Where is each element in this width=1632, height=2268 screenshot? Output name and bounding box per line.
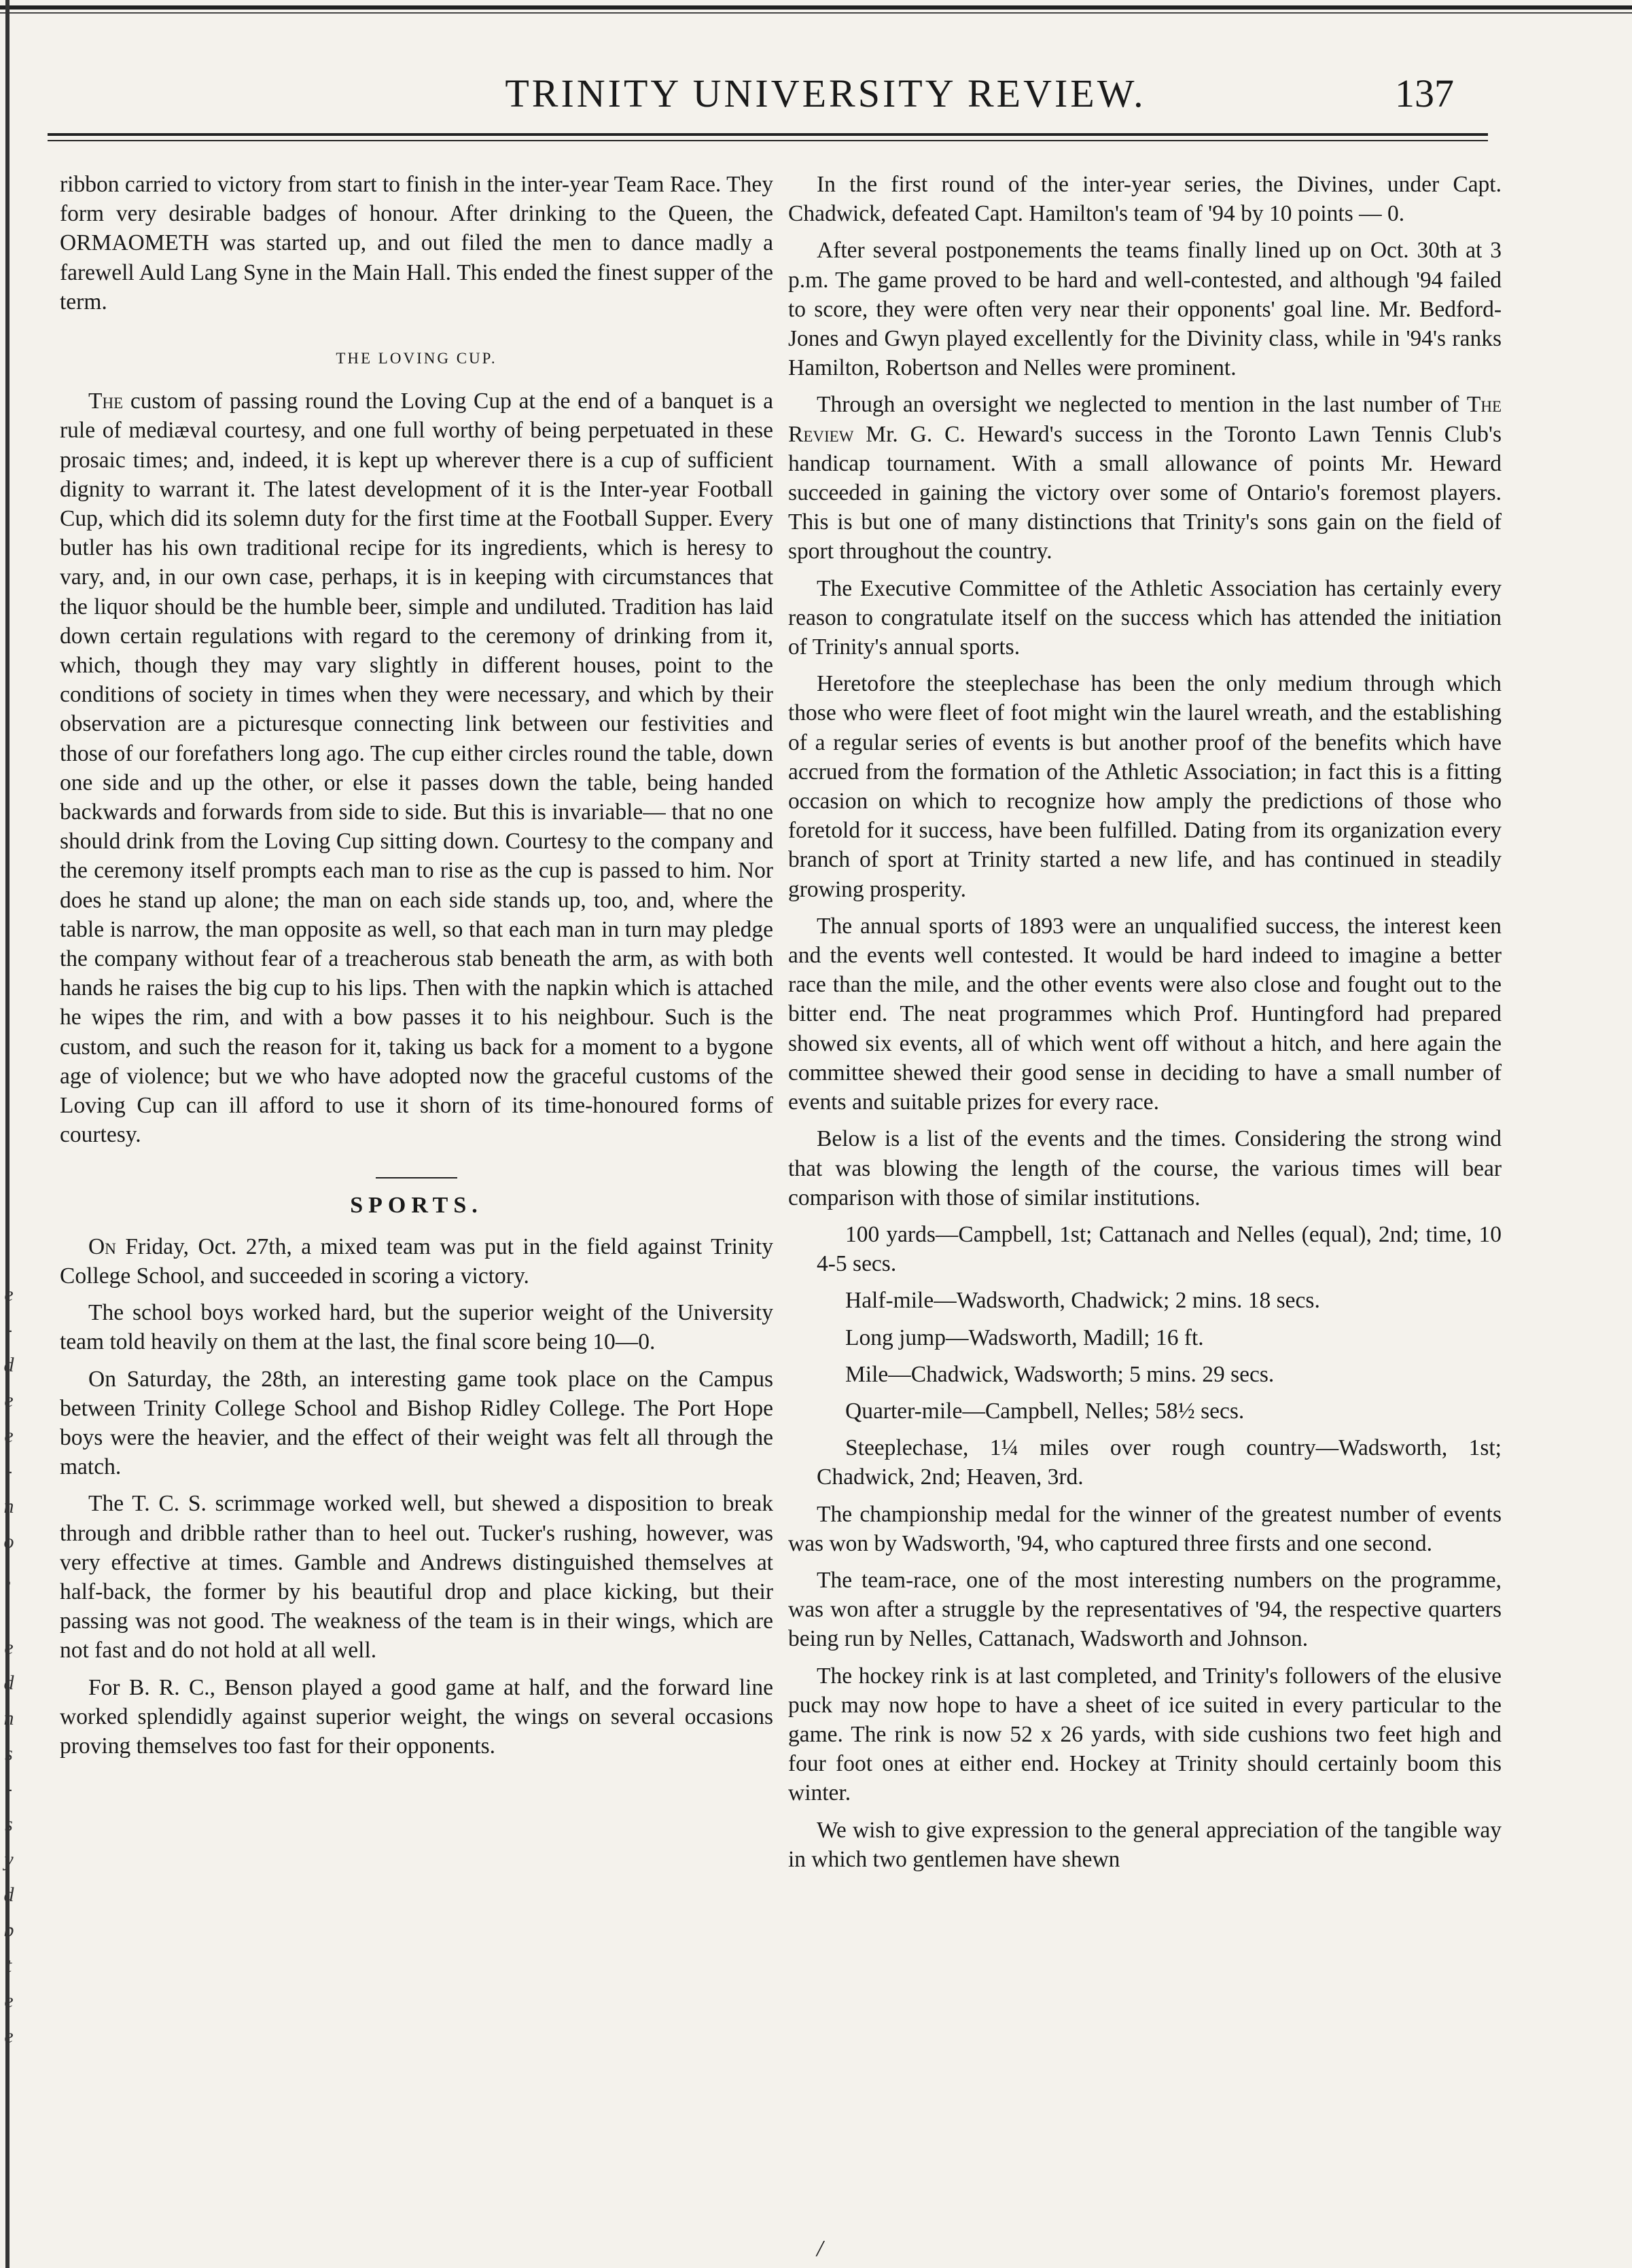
margin-bleed-text	[0, 1277, 18, 2054]
header-rule	[48, 133, 1488, 136]
margin-char: e	[4, 1636, 14, 1659]
margin-char: d	[3, 1884, 14, 1906]
result-item: Half-mile—Wadsworth, Chadwick; 2 mins. 18 secs.	[845, 1288, 1320, 1314]
margin-char: o	[3, 1530, 14, 1553]
margin-char: e	[4, 1283, 14, 1306]
publication-name: The Review	[788, 392, 1502, 447]
paragraph: After several postponements the teams finally lined up on Oct. 30th at 3 p.m. The game proved to be hard and well-contested, and although '94 failed to score, they were often very near their opponents' goal line. Mr. Bedford-Jones and Gwyn played excellently for the Divinity class, while in '94's ranks Hamilton, Robertson and Nelles were prominent.	[788, 238, 1502, 381]
margin-char: -	[5, 1778, 12, 1800]
section-separator	[376, 1177, 457, 1178]
margin-char: e	[4, 2025, 14, 2047]
margin-char: d	[3, 1354, 14, 1376]
margin-char: -	[5, 1318, 12, 1341]
paragraph: On Saturday, the 28th, an interesting game took place on the Campus between Trinity College School and Bishop Ridley College. The Port Hope boys were the heavier, and the effect of their weight was felt all through the match.	[60, 1366, 773, 1480]
margin-char: .	[6, 1601, 12, 1623]
paragraph	[60, 386, 773, 1149]
result-item: Long jump—Wadsworth, Madill; 16 ft.	[845, 1325, 1204, 1350]
paragraph: We wish to give expression to the general appreciation of the tangible way in which two gentlemen have shewn	[788, 1817, 1502, 1872]
margin-char: n	[3, 1495, 14, 1517]
paragraph-text: Through an oversight we neglected to mention in the last number of	[817, 392, 1459, 418]
margin-char: e	[4, 1990, 14, 2012]
lead-word: On	[88, 1234, 116, 1259]
paragraph: The T. C. S. scrimmage worked well, but shewed a disposition to break through and dribble rather than to heel out. Tucker's rushing, however, was very effective at times. Gamble and Andrews distinguished themselves at half-back, the former by his beautiful drop and place kicking, but their passing was not good. The weakness of the team is in their wings, which are not fast and do not hold at all well.	[60, 1491, 773, 1663]
result-item: Quarter-mile—Campbell, Nelles; 58½ secs.	[845, 1398, 1245, 1424]
paragraph: The annual sports of 1893 were an unqualified success, the interest keen and the events well contested. It would be hard indeed to imagine a better race than the mile, and the other events were also close and fought out to the bitter end. The neat programmes which Prof. Huntingford had prepared showed six events, all of which went off without a hitch, and here again the committee shewed their good sense in deciding to have a small number of events and suitable prizes for every race.	[788, 913, 1502, 1115]
margin-char: d	[3, 1672, 14, 1694]
right-column	[788, 170, 1502, 1882]
paragraph	[788, 390, 1502, 566]
paragraph: The championship medal for the winner of the greatest number of events was won by Wadsworth, '94, who captured three firsts and one second.	[788, 1501, 1502, 1556]
left-column	[60, 170, 773, 1768]
paragraph-text: Mr. G. C. Heward's success in the Toronto Lawn Tennis Club's handicap tournament. With a small allowance of points Mr. Heward succeeded in gaining the victory over some of Ontario's foremost players. This is but one of many distinctions that Trinity's sons gain on the field of sport throughout the country.	[788, 421, 1502, 564]
paragraph: The hockey rink is at last completed, and Trinity's followers of the elusive puck may now hope to have a sheet of ice suited in every particular to the game. The rink is now 52 x 26 yards, with side cushions two feet high and four foot ones at either end. Hockey at Trinity should certainly boom this winter.	[788, 1663, 1502, 1806]
margin-char: e	[4, 1389, 14, 1411]
paragraph-text: Friday, Oct. 27th, a mixed team was put in the field against Trinity College School, and succeeded in scoring a victory.	[60, 1234, 773, 1289]
margin-char: s	[5, 1742, 13, 1765]
top-border-thin	[0, 12, 1632, 14]
header-rule-thin	[48, 140, 1488, 141]
page-number: 137	[1395, 71, 1454, 115]
paragraph-text: custom of passing round the Loving Cup at the end of a banquet is a rule of mediæval courtesy, and one full worthy of being perpetuated in these prosaic times; and, indeed, it is kept up wherever there is a cup of sufficient dignity to warrant it. The latest development of it is the Inter-year Football Cup, which did its solemn duty for the first time at the Football Supper. Every butler has his own traditional recipe for its ingredients, which is heresy to vary, and, in our own case, perhaps, it is in keeping with circumstances that the liquor should be the humble beer, simple and undiluted. Tradition has laid down certain regulations with regard to the ceremony of drinking from it, which, though they may vary slightly in different houses, point to the conditions of society in times when they were necessary, and which by their observation are a picturesque connecting link between our festivities and those of our forefathers long ago. The cup either circles round the table, down one side and up the other, or else it passes down the table, being handed backwards and forwards from side to side. But this is invariable— that no one should drink from the Loving Cup sitting down. Courtesy to the company and the ceremony itself prompts each man to rise as the cup is passed to him. Nor does he stand up alone; the man on each side stands up, too, and, where the table is narrow, the man opposite as well, so that each man in turn may pledge the company without fear of a treacherous stab beneath the arm, as with both hands he raises the big cup to his lips. Then with the napkin which is attached he wipes the rim, and with a bow passes it to his neighbour. Such is the custom, and such the reason for it, taking us back for a moment to a bygone age of violence; but we who have adopted now the graceful customs of the Loving Cup can ill afford to use it shorn of its time-honoured forms of courtesy.	[60, 389, 773, 1148]
page-header	[48, 54, 1603, 122]
margin-char: e	[4, 1424, 14, 1447]
paragraph: In the first round of the inter-year series, the Divines, under Capt. Chadwick, defeated Capt. Hamilton's team of '94 by 10 points — 0.	[788, 172, 1502, 227]
margin-char: b	[3, 1919, 14, 1941]
paragraph: The Executive Committee of the Athletic Association has certainly every reason to congratulate itself on the success which has attended the initiation of Trinity's annual sports.	[788, 575, 1502, 660]
margin-char: t	[5, 1954, 12, 1977]
paragraph: The school boys worked hard, but the superior weight of the University team told heavily on them at the last, the final score being 10—0.	[60, 1300, 773, 1355]
paragraph: Below is a list of the events and the times. Considering the strong wind that was blowing the length of the course, the various times will bear comparison with those of similar institutions.	[788, 1126, 1502, 1210]
paragraph: The team-race, one of the most interesting numbers on the programme, was won after a struggle by the representatives of '94, the respective quarters being run by Nelles, Cattanach, Wadsworth and Johnson.	[788, 1567, 1502, 1652]
top-border-thick	[0, 5, 1632, 10]
paragraph: For B. R. C., Benson played a good game at half, and the forward line worked splendidly against superior weight, the wings on several occasions proving themselves too fast for their opponents.	[60, 1674, 773, 1759]
result-item: Steeplechase, 1¼ miles over rough country—Wadsworth, 1st; Chadwick, 2nd; Heaven, 3rd.	[817, 1435, 1502, 1490]
margin-char: n	[3, 1707, 14, 1729]
results-list	[788, 1220, 1502, 1492]
result-item: 100 yards—Campbell, 1st; Cattanach and Nelles (equal), 2nd; time, 10 4-5 secs.	[817, 1221, 1502, 1277]
page-title: TRINITY UNIVERSITY REVIEW.	[505, 71, 1146, 115]
section-heading-loving-cup: THE LOVING CUP.	[336, 350, 497, 367]
result-item: Mile—Chadwick, Wadsworth; 5 mins. 29 secs.	[845, 1361, 1275, 1387]
lead-word: The	[88, 389, 124, 414]
section-heading-sports: SPORTS.	[350, 1192, 483, 1218]
paragraph	[60, 1232, 773, 1291]
footer-mark: /	[817, 2236, 823, 2261]
margin-char: s	[5, 1813, 13, 1835]
paragraph: Heretofore the steeplechase has been the only medium through which those who were fleet of foot might win the laurel wreath, and the establishing of a regular series of events is but another proof of the benefits which have accrued from the formation of the Athletic Association; in fact this is a fitting occasion on which to recognize how amply the predictions of those who foretold for it success, have been fulfilled. Dating from its organization every branch of sport at Trinity started a new life, and has continued in steadily growing prosperity.	[788, 671, 1502, 902]
paragraph: ribbon carried to victory from start to finish in the inter-year Team Race. They form very desirable badges of honour. After drinking to the Queen, the ORMAOMETH was started up, and out filed the men to dance madly a farewell Auld Lang Syne in the Main Hall. This ended the finest supper of the term.	[60, 172, 773, 314]
margin-char: y	[4, 1848, 14, 1871]
margin-char: -	[5, 1460, 12, 1482]
margin-char: ,	[6, 1566, 12, 1588]
